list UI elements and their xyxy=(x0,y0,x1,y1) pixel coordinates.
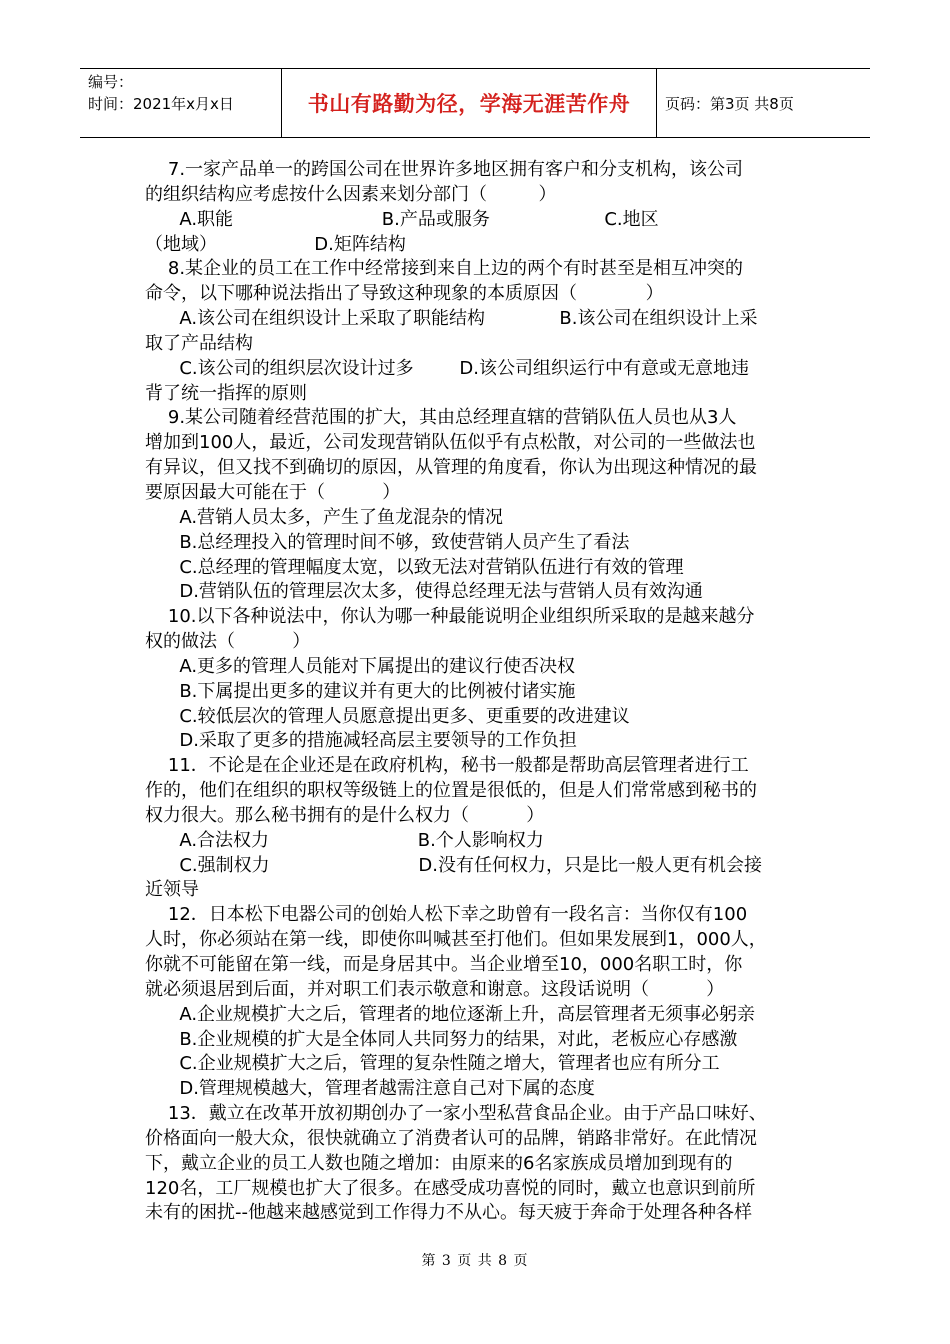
text-line: A.该公司在组织设计上采取了职能结构 B.该公司在组织设计上采 xyxy=(145,308,758,330)
text-line: 12．日本松下电器公司的创始人松下幸之助曾有一段名言：当你仅有100 xyxy=(145,904,748,926)
text-line: 命令，以下哪种说法指出了导致这种现象的本质原因（ ） xyxy=(145,283,664,305)
text-line: 的组织结构应考虑按什么因素来划分部门（ ） xyxy=(145,183,557,205)
text-line: A.更多的管理人员能对下属提出的建议行使否决权 xyxy=(145,655,576,677)
text-line: 作的，他们在组织的职权等级链上的位置是很低的，但是人们常常感到秘书的 xyxy=(145,780,757,802)
text-line: 13．戴立在改革开放初期创办了一家小型私营食品企业。由于产品口味好、 xyxy=(145,1103,767,1125)
page-footer: 第 3 页 共 8 页 xyxy=(421,1253,529,1269)
text-line: 你就不可能留在第一线，而是身居其中。当企业增至10，000名职工时，你 xyxy=(145,954,743,975)
text-line: A.合法权力 B.个人影响权力 xyxy=(145,829,544,851)
text-line: A.企业规模扩大之后，管理者的地位逐渐上升，高层管理者无须事必躬亲 xyxy=(145,1003,756,1025)
text-line: C.该公司的组织层次设计过多 D.该公司组织运行中有意或无意地违 xyxy=(145,357,749,379)
header-page-number: 页码：第3页 共8页 xyxy=(665,94,794,113)
text-line: D.管理规模越大，管理者越需注意自己对下属的态度 xyxy=(145,1078,595,1100)
text-line: 背了统一指挥的原则 xyxy=(145,382,307,404)
text-line: 7.一家产品单一的跨国公司在世界许多地区拥有客户和分支机构，该公司 xyxy=(145,159,744,180)
header-meta xyxy=(80,69,282,137)
text-line: 10.以下各种说法中，你认为哪一种最能说明企业组织所采取的是越来越分 xyxy=(145,606,755,628)
page-header xyxy=(80,68,870,138)
text-line: 价格面向一般大众，很快就确立了消费者认可的品牌，销路非常好。在此情况 xyxy=(145,1127,757,1149)
text-line: D.采取了更多的措施减轻高层主要领导的工作负担 xyxy=(145,730,577,752)
text-line: B.总经理投入的管理时间不够，致使营销人员产生了看法 xyxy=(145,531,630,553)
text-line: C.强制权力 D.没有任何权力，只是比一般人更有机会接 xyxy=(145,854,762,876)
text-line: 要原因最大可能在于（ ） xyxy=(145,481,401,503)
text-line: 就必须退居到后面，并对职工们表示敬意和谢意。这段话说明（ ） xyxy=(145,978,725,1000)
text-line: 人时，你必须站在第一线，即使你叫喊甚至打他们。但如果发展到1，000人， xyxy=(145,929,767,951)
text-line: 120名，工厂规模也扩大了很多。在感受成功喜悦的同时，戴立也意识到前所 xyxy=(145,1177,756,1199)
text-line: 权的做法（ ） xyxy=(145,631,311,653)
text-line: （地域） D.矩阵结构 xyxy=(145,233,406,255)
document-body xyxy=(145,158,805,1226)
text-line: 8.某企业的员工在工作中经常接到来自上边的两个有时甚至是相互冲突的 xyxy=(145,258,744,280)
text-line: 取了产品结构 xyxy=(145,332,253,354)
text-line: 未有的困扰--他越来越感觉到工作得力不从心。每天疲于奔命于处理各种各样 xyxy=(145,1202,752,1224)
text-line: A.职能 B.产品或服务 C.地区 xyxy=(145,208,659,230)
text-line: C.总经理的管理幅度太宽，以致无法对营销队伍进行有效的管理 xyxy=(145,556,684,578)
text-line: 9.某公司随着经营范围的扩大，其由总经理直辖的营销队伍人员也从3人 xyxy=(145,407,737,429)
text-line: B.企业规模的扩大是全体同人共同努力的结果，对此，老板应心存感激 xyxy=(145,1028,738,1050)
text-line: C.较低层次的管理人员愿意提出更多、更重要的改进建议 xyxy=(145,705,630,727)
document-time-label: 时间：2021年x月x日 xyxy=(88,95,234,113)
text-line: A.营销人员太多，产生了鱼龙混杂的情况 xyxy=(145,506,504,528)
text-line: 11．不论是在企业还是在政府机构，秘书一般都是帮助高层管理者进行工 xyxy=(145,755,749,777)
text-line: D.营销队伍的管理层次太多，使得总经理无法与营销人员有效沟通 xyxy=(145,581,703,603)
header-motto: 书山有路勤为径，学海无涯苦作舟 xyxy=(282,69,657,137)
text-line: 有异议，但又找不到确切的原因，从管理的角度看，你认为出现这种情况的最 xyxy=(145,457,757,479)
text-line: 近领导 xyxy=(145,879,199,901)
text-line: B.下属提出更多的建议并有更大的比例被付诸实施 xyxy=(145,680,576,702)
text-line: 下，戴立企业的员工人数也随之增加：由原来的6名家族成员增加到现有的 xyxy=(145,1152,733,1174)
text-line: C.企业规模扩大之后，管理的复杂性随之增大，管理者也应有所分工 xyxy=(145,1053,720,1075)
document-number-label: 编号： xyxy=(88,73,134,91)
text-line: 增加到100人，最近，公司发现营销队伍似乎有点松散，对公司的一些做法也 xyxy=(145,432,756,454)
text-line: 权力很大。那么秘书拥有的是什么权力（ ） xyxy=(145,804,545,826)
